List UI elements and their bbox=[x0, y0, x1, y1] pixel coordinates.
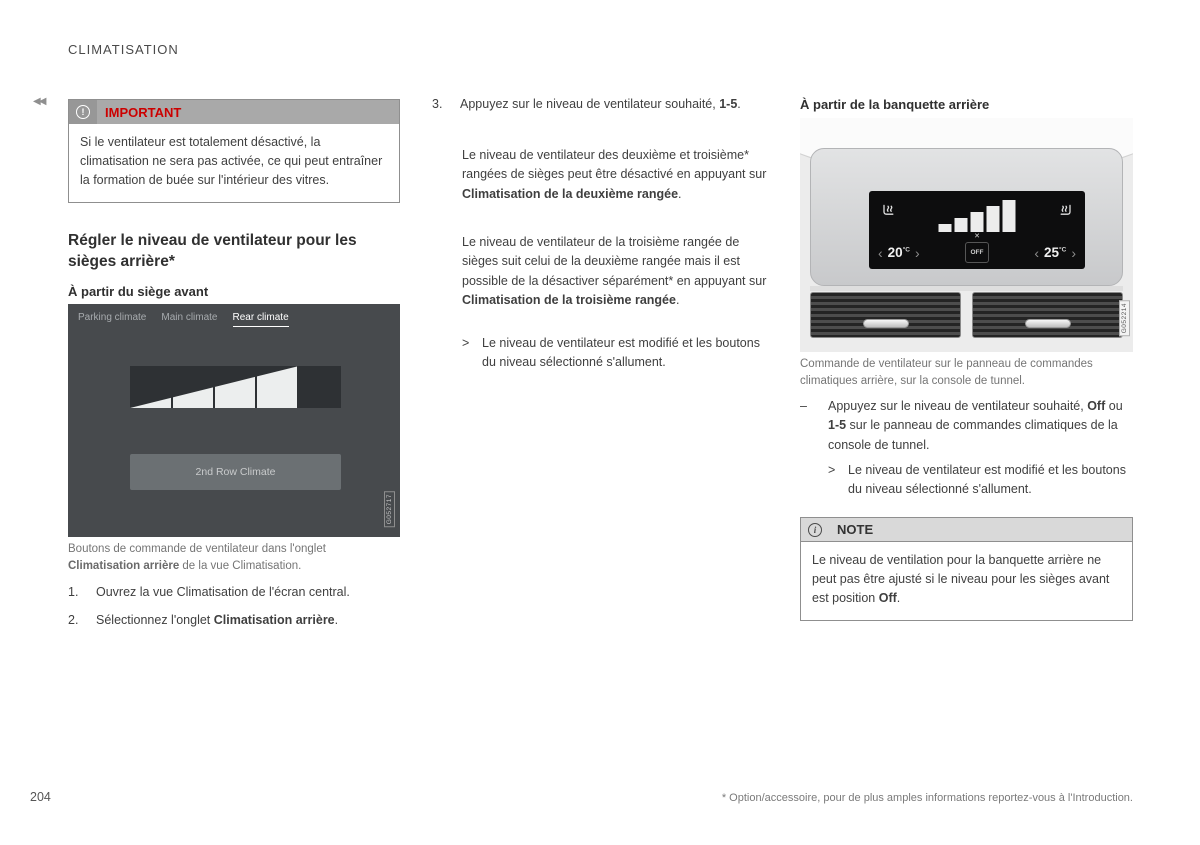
back-arrows-icon: ◀◀ bbox=[33, 96, 45, 107]
note-box-header bbox=[801, 518, 1132, 542]
note-text: . bbox=[896, 591, 901, 605]
result-item bbox=[462, 334, 764, 373]
important-body: Si le ventilateur est totalement désactivé, la climatisation ne sera pas activée, ce qui peut entraîner la formation de buée sur l'intérieur des vitres. bbox=[69, 124, 399, 202]
dash-text-part: sur le panneau de commandes climatiques de la console de tunnel. bbox=[828, 418, 1118, 452]
ramp-divider bbox=[171, 366, 173, 408]
fan-level-bars bbox=[939, 199, 1016, 232]
fan-level-ramp bbox=[130, 366, 341, 408]
paragraph-text: . bbox=[675, 293, 680, 308]
footnote: * Option/accessoire, pour de plus amples informations reportez-vous à l'Introduction. bbox=[721, 792, 1133, 804]
step-number: 2. bbox=[68, 613, 79, 627]
temp-right-decrease-icon: ‹ bbox=[1034, 244, 1039, 261]
dash-text-part: ou bbox=[1105, 399, 1123, 413]
step-text-part: Sélectionnez l'onglet bbox=[96, 613, 214, 627]
console-panel bbox=[810, 148, 1123, 286]
important-box-header bbox=[69, 100, 399, 124]
dash-text-bold: Off bbox=[1087, 399, 1106, 413]
vent-trim bbox=[810, 286, 1123, 291]
air-vent-right bbox=[972, 292, 1123, 338]
seat-heat-right-icon bbox=[1058, 203, 1074, 224]
result-text: Le niveau de ventilateur est modifié et les boutons du niveau sélectionné s'allument. bbox=[482, 336, 760, 370]
list-item bbox=[432, 95, 772, 114]
step-text-bold: 1-5 bbox=[719, 97, 738, 111]
alert-icon-glyph: ! bbox=[76, 105, 90, 119]
vent-slider-left bbox=[863, 319, 909, 328]
tunnel-console-photo bbox=[800, 118, 1133, 352]
page-title: CLIMATISATION bbox=[68, 42, 179, 57]
info-icon-glyph: i bbox=[808, 523, 822, 537]
dash-text-bold: 1-5 bbox=[828, 418, 847, 433]
fan-level-bar bbox=[955, 218, 968, 232]
section-heading: Régler le niveau de ventilateur pour les sièges arrière* bbox=[68, 232, 357, 270]
tab-rear-climate: Rear climate bbox=[233, 312, 289, 327]
fan-level-bar bbox=[1003, 200, 1016, 232]
paragraph bbox=[462, 146, 772, 204]
important-title: IMPORTANT bbox=[105, 104, 182, 120]
figure-caption bbox=[68, 541, 400, 576]
fan-off-button: OFF bbox=[965, 242, 989, 263]
paragraph-bold: Climatisation de la troisième rangée bbox=[462, 293, 676, 308]
note-body bbox=[801, 542, 1132, 620]
paragraph-bold: Climatisation de la deuxième rangée bbox=[462, 186, 679, 201]
climate-display bbox=[869, 191, 1085, 269]
temp-left-unit: °C bbox=[902, 246, 910, 254]
vent-slider-right bbox=[1025, 319, 1071, 328]
step-text-part: . bbox=[334, 613, 339, 627]
fan-level-bar bbox=[939, 224, 952, 232]
temp-right-increase-icon: › bbox=[1071, 244, 1076, 261]
step-text bbox=[96, 611, 338, 630]
dash-marker: – bbox=[800, 399, 807, 413]
step-text-bold: Climatisation arrière bbox=[213, 613, 335, 627]
step-text bbox=[460, 95, 741, 114]
ramp-divider bbox=[297, 366, 299, 408]
alert-icon bbox=[69, 100, 97, 124]
subheading-rear-bench: À partir de la banquette arrière bbox=[800, 97, 990, 112]
temp-left-group bbox=[878, 245, 920, 260]
temp-left-number: 20 bbox=[887, 245, 903, 260]
temp-left-decrease-icon: ‹ bbox=[878, 244, 883, 261]
tab-parking-climate: Parking climate bbox=[78, 312, 147, 323]
paragraph-text: . bbox=[678, 186, 682, 201]
caption-text: Boutons de commande de ventilateur dans l'onglet bbox=[68, 543, 326, 555]
paragraph-text: Le niveau de ventilateur de la troisième rangée de sièges suit celui de la deuxième rangée mais il est possible de la désactiver séparément* en appuyant sur bbox=[462, 235, 767, 288]
important-box bbox=[68, 99, 400, 203]
paragraph bbox=[462, 233, 772, 311]
step-text-part: Appuyez sur le niveau de ventilateur souhaité, bbox=[460, 97, 720, 111]
subheading-front-seat: À partir du siège avant bbox=[68, 284, 209, 299]
step-number: 1. bbox=[68, 585, 79, 599]
temp-right-value bbox=[1044, 245, 1066, 260]
step-number: 3. bbox=[432, 97, 443, 111]
figure-id-label: G052214 bbox=[1119, 300, 1130, 336]
fan-level-marker-icon: ✕ bbox=[974, 233, 980, 240]
step-text: Ouvrez la vue Climatisation de l'écran central. bbox=[96, 585, 350, 599]
info-icon bbox=[801, 518, 829, 541]
dash-list-item bbox=[800, 397, 1134, 455]
caption-text: de la vue Climatisation. bbox=[179, 560, 302, 573]
note-text: Le niveau de ventilation pour la banquette arrière ne peut pas être ajusté si le niveau pour les sièges avant est position bbox=[812, 553, 1110, 605]
temp-left-value bbox=[888, 245, 910, 260]
note-box bbox=[800, 517, 1133, 621]
result-marker: > bbox=[828, 463, 836, 477]
caption-bold: Climatisation arrière bbox=[68, 560, 180, 573]
step-text-part: . bbox=[737, 97, 741, 111]
dash-text-part: Appuyez sur le niveau de ventilateur souhaité, bbox=[828, 399, 1088, 413]
note-title: NOTE bbox=[837, 522, 874, 537]
fan-level-bar bbox=[971, 212, 984, 232]
list-item bbox=[68, 583, 403, 602]
result-text: Le niveau de ventilateur est modifié et les boutons du niveau sélectionné s'allument. bbox=[848, 463, 1126, 497]
ramp-divider bbox=[213, 366, 215, 408]
temp-right-group bbox=[1034, 245, 1076, 260]
figure-id-label: G052717 bbox=[384, 491, 395, 527]
center-display-screenshot bbox=[68, 304, 400, 537]
list-item bbox=[68, 611, 403, 630]
page-number: 204 bbox=[30, 790, 51, 804]
figure-caption: Commande de ventilateur sur le panneau de commandes climatiques arrière, sur la console de tunnel. bbox=[800, 358, 1093, 388]
dash-text bbox=[828, 397, 1134, 455]
temp-left-increase-icon: › bbox=[915, 244, 920, 261]
air-vent-left bbox=[810, 292, 961, 338]
air-vents bbox=[810, 292, 1123, 338]
paragraph-text: Le niveau de ventilateur des deuxième et troisième* rangées de sièges peut être désactivé en appuyant sur bbox=[462, 148, 767, 182]
tab-main-climate: Main climate bbox=[161, 312, 218, 323]
result-marker: > bbox=[462, 336, 470, 350]
climate-tabs bbox=[78, 312, 289, 327]
temp-right-unit: °C bbox=[1059, 246, 1067, 254]
note-text-bold: Off bbox=[878, 591, 897, 605]
temp-right-number: 25 bbox=[1044, 245, 1060, 260]
second-row-climate-button: 2nd Row Climate bbox=[130, 454, 341, 490]
ramp-divider bbox=[255, 366, 257, 408]
fan-level-bar bbox=[987, 206, 1000, 232]
seat-heat-left-icon bbox=[880, 203, 896, 224]
temperature-row bbox=[869, 242, 1085, 263]
result-item bbox=[828, 461, 1128, 500]
